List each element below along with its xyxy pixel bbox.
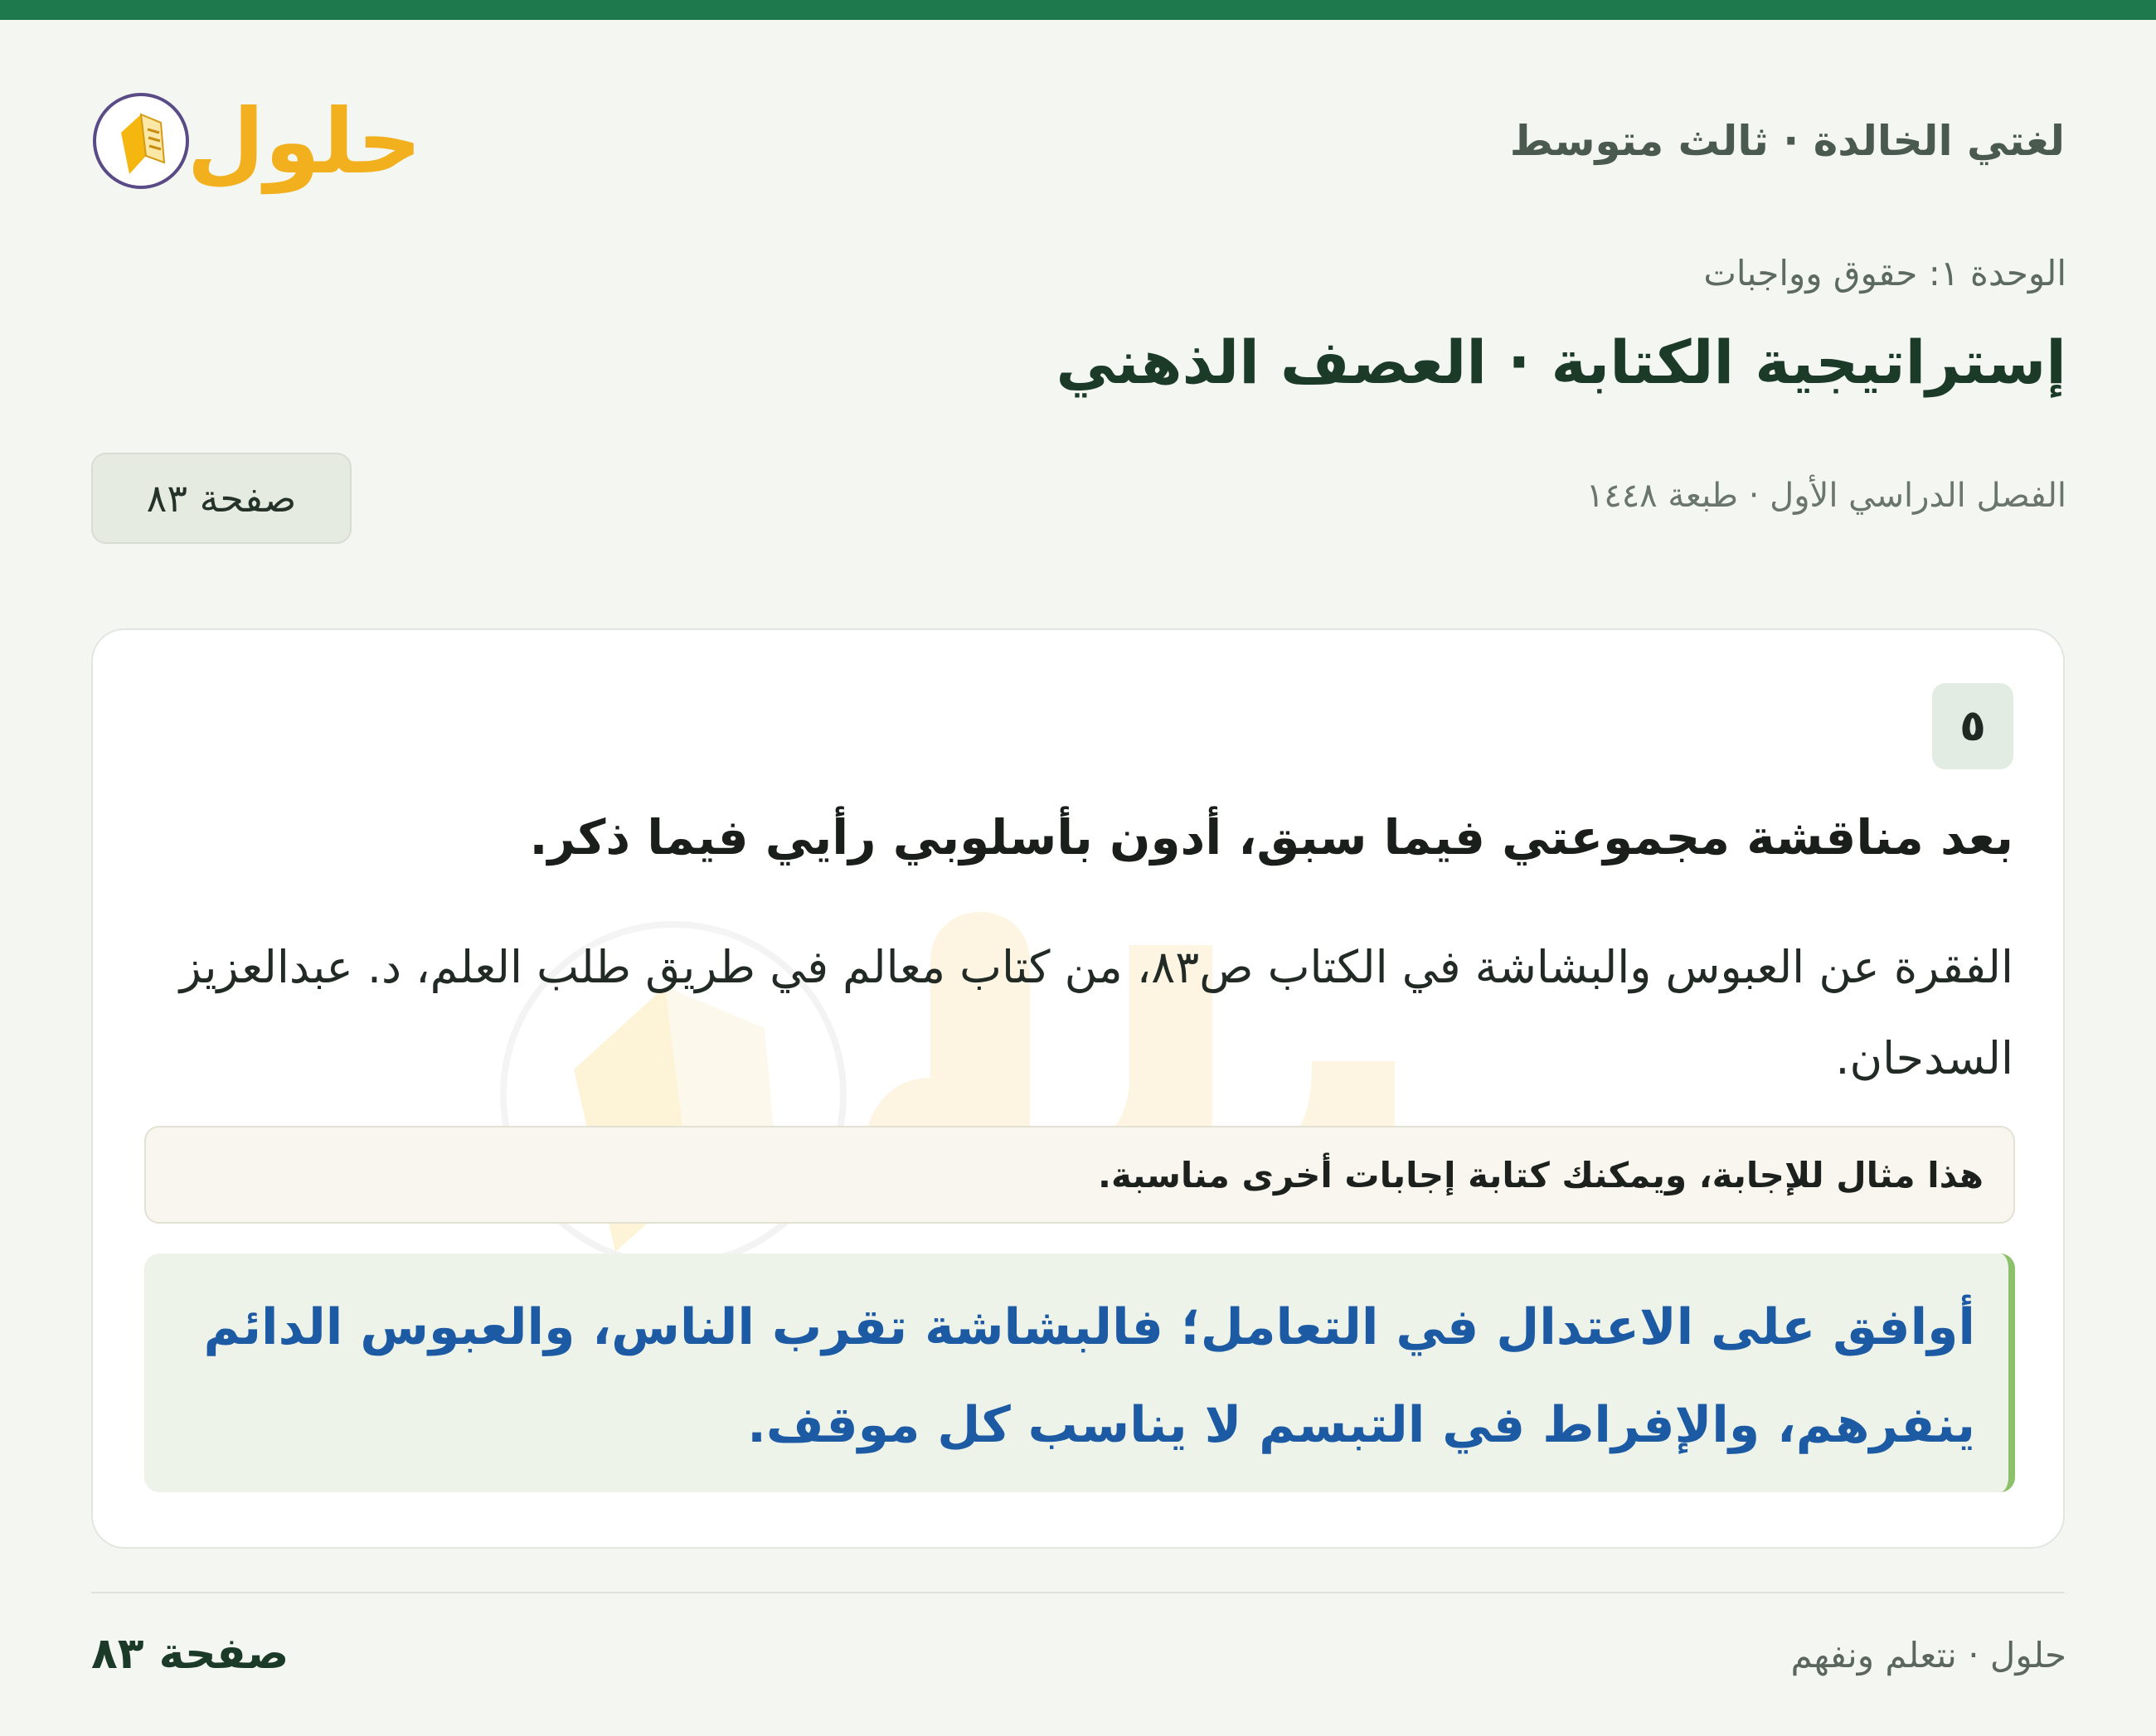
book-icon	[91, 91, 191, 191]
edition-label: الفصل الدراسي الأول · طبعة ١٤٤٨	[1585, 477, 2066, 515]
question-prompt: بعد مناقشة مجموعتي فيما سبق، أدون بأسلوبي رأيي فيما ذكر.	[529, 809, 2013, 866]
passage-reference: الفقرة عن العبوس والبشاشة في الكتاب ص٨٣، من كتاب معالم في طريق طلب العلم، د. عبدالعزيز السدحان.	[179, 941, 2013, 1084]
answer-note: هذا مثال للإجابة، ويمكنك كتابة إجابات أخرى مناسبة.	[144, 1126, 2015, 1224]
footer-divider	[91, 1592, 2065, 1593]
lesson-title: إستراتيجية الكتابة · العصف الذهني	[1056, 327, 2066, 397]
footer-page-number: صفحة ٨٣	[91, 1629, 289, 1679]
model-answer: أوافق على الاعتدال في التعامل؛ فالبشاشة تقرب الناس، والعبوس الدائم ينفرهم، والإفراط في التبسم لا يناسب كل موقف.	[144, 1254, 2015, 1492]
page-number-badge[interactable]: صفحة ٨٣	[91, 453, 352, 544]
question-number: ٥	[1932, 683, 2013, 769]
logo-wordmark	[187, 83, 422, 199]
logo-text: حلول	[187, 90, 422, 194]
page-header	[91, 75, 2065, 207]
book-title: لغتي الخالدة · ثالث متوسط	[1509, 117, 2065, 165]
question-card	[91, 628, 2065, 1549]
top-accent-bar	[0, 0, 2156, 20]
site-logo[interactable]	[91, 83, 422, 199]
footer-tagline: حلول · نتعلم ونفهم	[1790, 1635, 2066, 1675]
unit-label: الوحدة ١: حقوق وواجبات	[1703, 253, 2066, 293]
